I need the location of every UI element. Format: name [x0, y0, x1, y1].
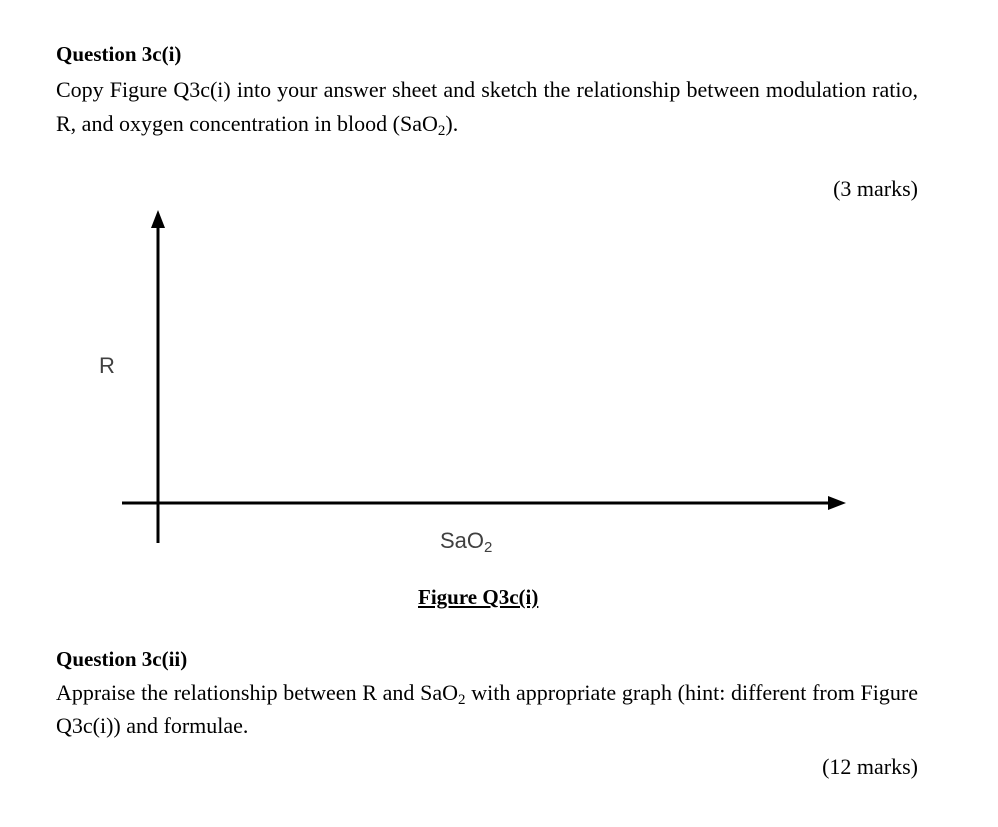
question-3c-ii-text-subscript: 2 — [458, 692, 466, 708]
question-3c-i-marks: (3 marks) — [833, 176, 918, 201]
x-axis-label-main: SaO — [440, 528, 485, 553]
question-3c-ii-marks: (12 marks) — [822, 754, 918, 779]
y-axis-arrow-icon — [151, 210, 165, 228]
x-axis-label-subscript: 2 — [484, 539, 493, 556]
question-3c-ii-text-main: Appraise the relationship between R and SaO — [56, 680, 458, 705]
x-axis-arrow-icon — [828, 496, 846, 510]
question-3c-i-heading: Question 3c(i) — [56, 42, 182, 66]
question-3c-ii-text — [56, 678, 918, 741]
x-axis-label — [440, 528, 492, 557]
question-3c-i-text-main: Copy Figure Q3c(i) into your answer sheet and sketch the relationship between modulation ratio, R, and oxygen concentration in blood (SaO — [56, 77, 918, 136]
question-3c-ii-text-end: with appropriate graph (hint: different from Figure Q3c(i)) and formulae. — [56, 680, 918, 738]
question-3c-ii-heading: Question 3c(ii) — [56, 647, 188, 671]
y-axis-label: R — [99, 353, 115, 378]
question-3c-i-text-subscript: 2 — [437, 123, 446, 139]
question-3c-i-text-end: ). — [445, 111, 459, 136]
figure-caption: Figure Q3c(i) — [418, 585, 539, 609]
